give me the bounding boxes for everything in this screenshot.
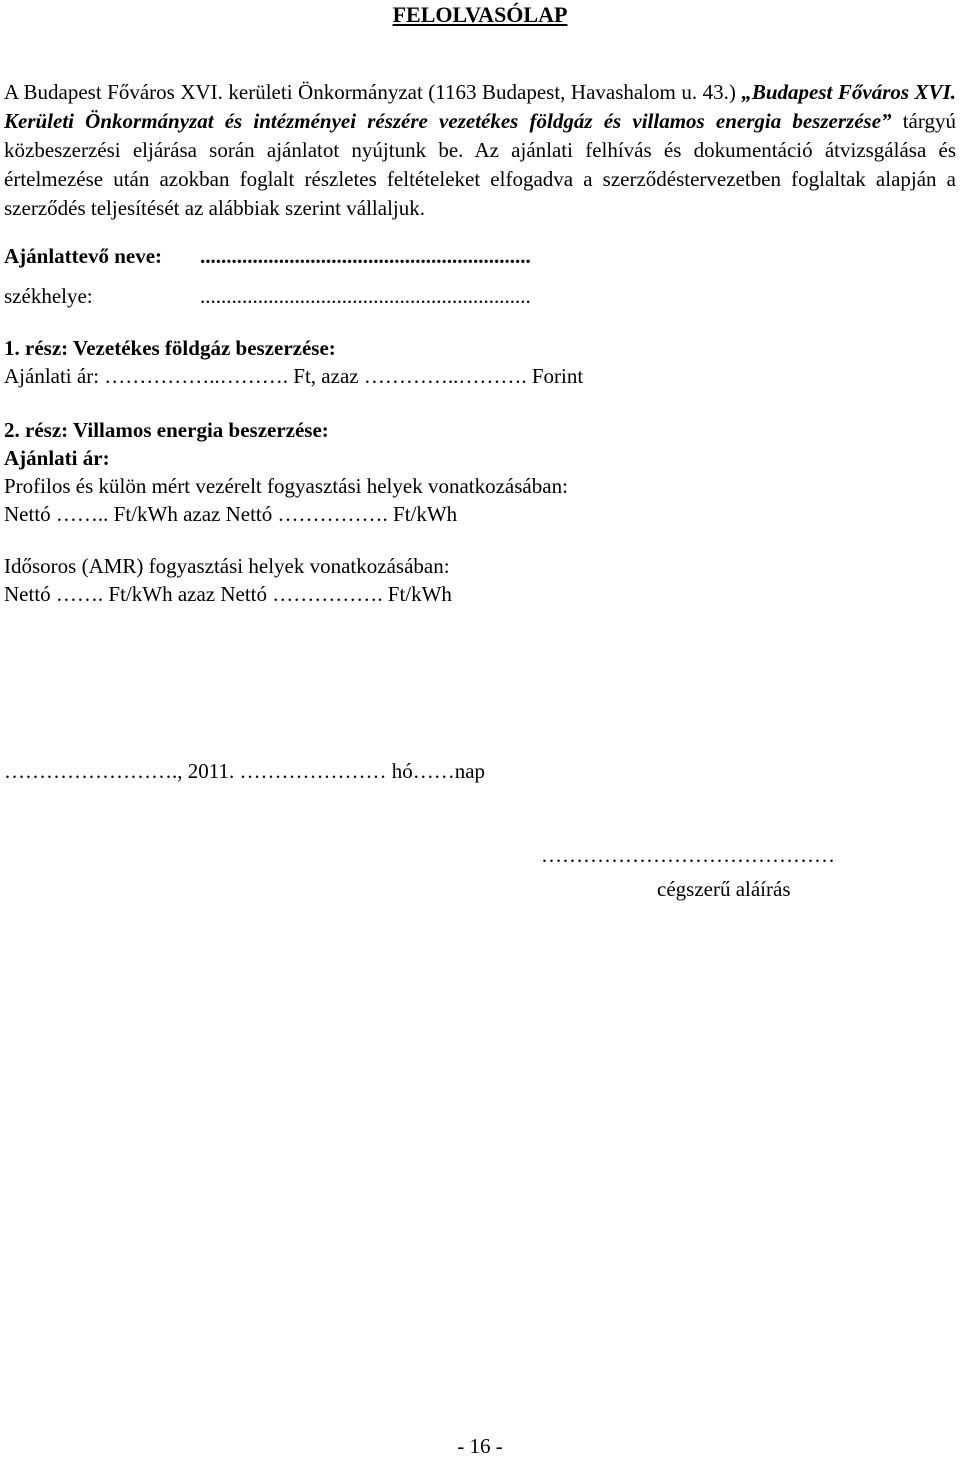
date-line: ……………………., 2011. ………………… hó……nap [4, 759, 486, 783]
part2-heading: 2. rész: Villamos energia beszerzése: [4, 418, 329, 442]
intro-text-end: tárgyú közbeszerzési eljárása során ajánlatot nyújtunk be. Az ajánlati felhívás és dokumentáció átvizsgálása és értelmezése után azokban foglalt részletes feltételeket elfogadva a szerződéstervezetben foglaltak alapján a szerződés teljesítését az alábbiak szerint vállaljuk. [4, 109, 956, 220]
profile-net-line: Nettó …….. Ft/kWh azaz Nettó ……………. Ft/kWh [4, 502, 458, 526]
bidder-name-field [4, 242, 531, 271]
profile-text: Profilos és külön mért vezérelt fogyasztási helyek vonatkozásában: [4, 474, 568, 498]
part2-price-label: Ajánlati ár: [4, 446, 110, 470]
bidder-seat-field [4, 282, 531, 311]
project-name: „Budapest Főváros XVI. Kerületi Önkormányzat és intézményei részére vezetékes földgáz és villamos energia beszerzése” [4, 80, 956, 133]
page-title: FELOLVASÓLAP [392, 2, 568, 27]
bidder-name-label: Ajánlattevő neve: [4, 244, 163, 268]
signature-label: cégszerű aláírás [657, 877, 791, 901]
amr-text: Idősoros (AMR) fogyasztási helyek vonatkozásában: [4, 554, 450, 578]
intro-paragraph [4, 78, 956, 223]
bidder-seat-value: ............................................................... [200, 284, 531, 308]
part1-price-line: Ajánlati ár: ……………..………. Ft, azaz …………..………. Forint [4, 364, 584, 388]
page-number: - 16 - [457, 1434, 503, 1458]
intro-text-start: A Budapest Főváros XVI. kerületi Önkormányzat (1163 Budapest, Havashalom u. 43.) [4, 80, 742, 104]
bidder-seat-label: székhelye: [4, 284, 93, 308]
bidder-name-value: ............................................................... [200, 244, 531, 268]
signature-dots: …………………………………… [541, 843, 835, 867]
part1-heading: 1. rész: Vezetékes földgáz beszerzése: [4, 336, 336, 360]
amr-net-line: Nettó ……. Ft/kWh azaz Nettó ……………. Ft/kWh [4, 582, 452, 606]
